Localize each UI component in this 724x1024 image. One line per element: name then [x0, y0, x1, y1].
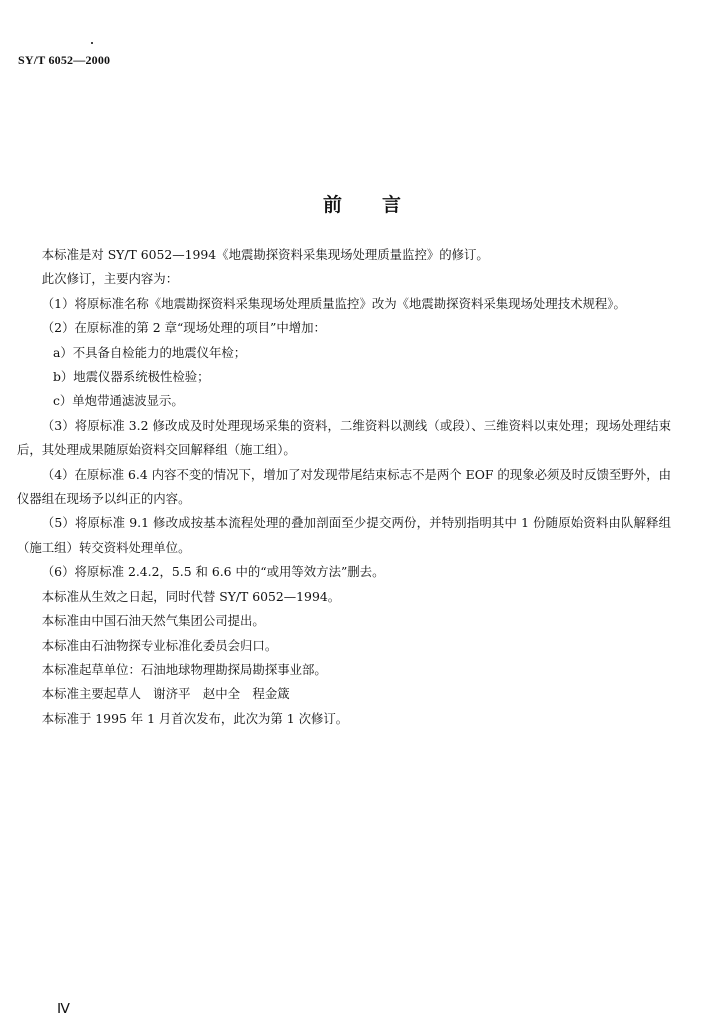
paragraph-drafters: 本标准主要起草人 谢济平 赵中全 程金箴	[41, 686, 290, 702]
page-title: 前言	[322, 194, 441, 216]
paragraph-summary: 此次修订，主要内容为：	[41, 271, 179, 287]
paragraph-change-3: （3）将原标准 3.2 修改成及时处理现场采集的资料，二维资料以测线（或段）、三维资料以束处理；现场处理结束后，其处理成果随原始资料交回解释组（施工组）。	[17, 417, 671, 458]
foreword-body	[17, 243, 671, 731]
paragraph-committee: 本标准由石油物探专业标准化委员会归口。	[41, 637, 278, 653]
scan-speck	[91, 42, 93, 44]
paragraph-history: 本标准于 1995 年 1 月首次发布，此次为第 1 次修订。	[41, 710, 349, 726]
paragraph-drafting-unit: 本标准起草单位：石油地球物理勘探局勘探事业部。	[41, 661, 327, 677]
paragraph-change-6: （6）将原标准 2.4.2，5.5 和 6.6 中的“或用等效方法”删去。	[41, 564, 385, 580]
paragraph-change-2: （2）在原标准的第 2 章“现场处理的项目”中增加：	[41, 320, 326, 336]
paragraph-change-1: （1）将原标准名称《地震勘探资料采集现场处理质量监控》改为《地震勘探资料采集现场处理技术规程》。	[41, 295, 626, 311]
paragraph-intro: 本标准是对 SY/T 6052—1994《地震勘探资料采集现场处理质量监控》的修订。	[41, 247, 489, 262]
page-number: Ⅳ	[57, 1002, 70, 1017]
list-item-b: b）地震仪器系统极性检验；	[52, 369, 210, 385]
paragraph-proposer: 本标准由中国石油天然气集团公司提出。	[41, 613, 265, 629]
list-item-c: c）单炮带通滤波显示。	[52, 393, 184, 409]
paragraph-change-5: （5）将原标准 9.1 修改成按基本流程处理的叠加剖面至少提交两份，并特别指明其中 1 份随原始资料由队解释组（施工组）转交资料处理单位。	[17, 515, 671, 555]
paragraph-effective: 本标准从生效之日起，同时代替 SY/T 6052—1994。	[41, 588, 341, 604]
paragraph-change-4: （4）在原标准 6.4 内容不变的情况下，增加了对发现带尾结束标志不是两个 EOF 的现象必须及时反馈至野外，由仪器组在现场予以纠正的内容。	[17, 466, 671, 507]
list-item-a: a）不具备自检能力的地震仪年检；	[52, 344, 247, 360]
standard-code: SY/T 6052—2000	[18, 53, 111, 67]
